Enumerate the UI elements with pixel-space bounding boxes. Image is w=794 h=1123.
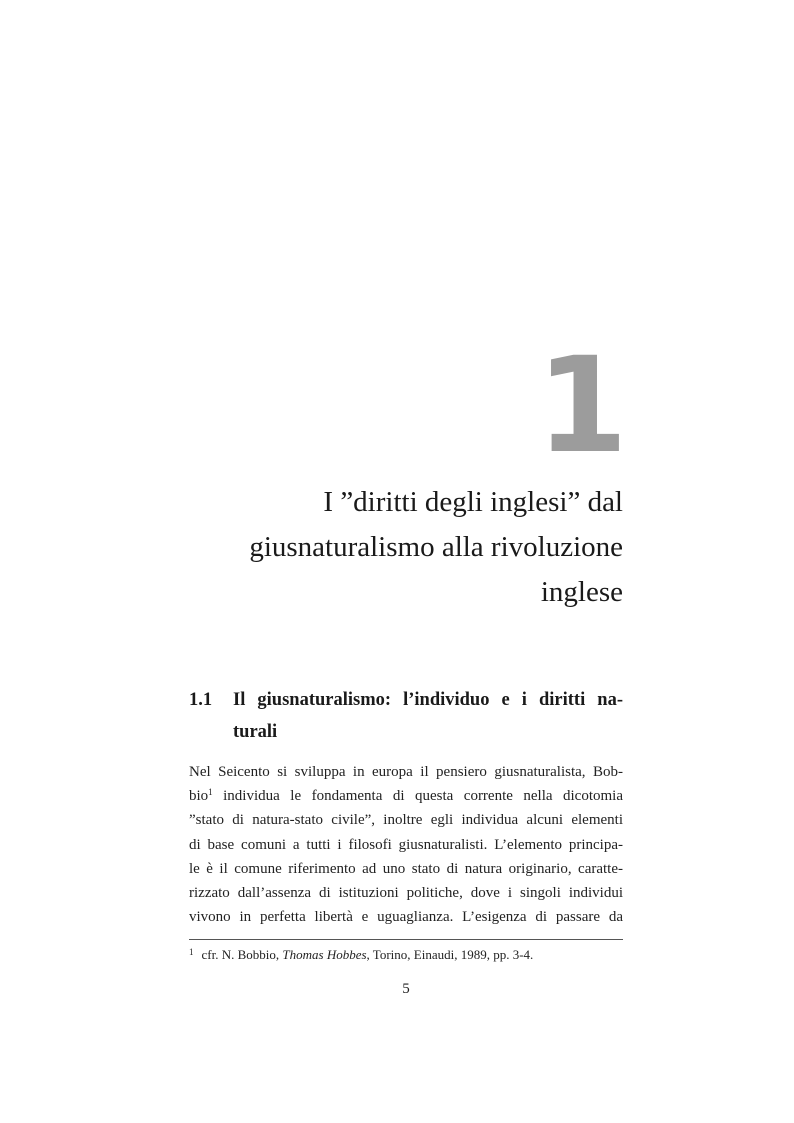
text-line: rizzato dall’assenza di istituzioni politiche, dove i singoli individui (189, 885, 623, 902)
footnote-marker: 1 (189, 947, 194, 957)
section-title-line: Il giusnaturalismo: l’individuo e i diritti na- (233, 690, 623, 710)
chapter-title-line: giusnaturalismo alla rivoluzione (249, 531, 623, 563)
footnote-text: , Torino, Einaudi, 1989, pp. 3-4. (366, 947, 534, 962)
page-number: 5 (402, 981, 410, 997)
body-paragraph (189, 760, 623, 929)
text-line: le è il comune riferimento ad uno stato di natura originario, caratte- (189, 860, 623, 877)
text-line: vivono in perfetta libertà e uguaglianza. L’esigenza di passare da (189, 909, 623, 926)
section-heading (189, 684, 623, 748)
footnote-text: cfr. N. Bobbio, (201, 947, 283, 962)
text-line: di base comuni a tutti i filosofi giusnaturalisti. L’elemento principa- (189, 836, 623, 853)
text-line (189, 784, 623, 808)
section-title-line: turali (233, 722, 278, 742)
chapter-title-line: inglese (540, 576, 623, 608)
chapter-title-line: I ”diritti degli inglesi” dal (323, 486, 623, 518)
text-fragment: bio (189, 788, 209, 805)
chapter-number: 1 (536, 329, 624, 483)
footnote-title: Thomas Hobbes (282, 947, 367, 962)
text-line: ”stato di natura-stato civile”, inoltre egli individua alcuni elementi (189, 812, 623, 829)
text-fragment: individua le fondamenta di questa corrente nella dicotomia (212, 788, 623, 805)
footnote (189, 944, 623, 963)
section-number: 1.1 (189, 690, 213, 710)
chapter-title (190, 480, 623, 615)
footnote-divider (189, 939, 623, 940)
footnote-reference[interactable]: 1 (208, 787, 213, 798)
text-line: Nel Seicento si sviluppa in europa il pensiero giusnaturalista, Bob- (189, 764, 623, 780)
